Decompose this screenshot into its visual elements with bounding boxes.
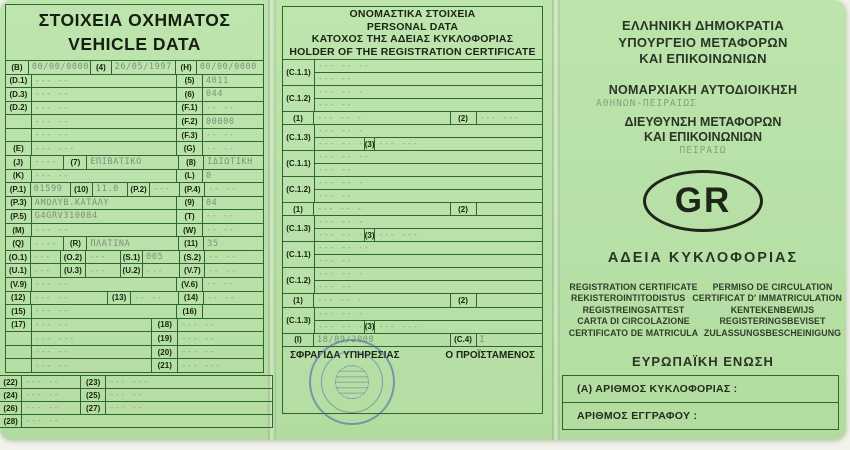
field-value: -- -- xyxy=(204,264,263,277)
government-line: ΕΛΛΗΝΙΚΗ ΔΗΜΟΚΡΑΤΙΑ xyxy=(621,18,785,33)
field-label: (12) xyxy=(11,293,26,303)
table-row xyxy=(6,141,263,155)
table-row xyxy=(6,236,263,250)
field-label: (P.2) xyxy=(127,183,149,196)
field-label: (20) xyxy=(151,346,177,359)
field-value: --- -- xyxy=(317,256,353,267)
field-label: (I) xyxy=(294,335,302,345)
field-group xyxy=(314,308,542,333)
field-value: ---- xyxy=(30,156,63,169)
document-title: ΑΔΕΙΑ ΚΥΚΛΟΦΟΡΙΑΣ xyxy=(607,249,799,266)
field-value: --- -- xyxy=(21,376,80,388)
field-value: --- xyxy=(142,264,179,277)
field-value: -- -- xyxy=(202,210,263,223)
field-label: (D.3) xyxy=(9,89,28,99)
field-value: --- -- xyxy=(317,191,353,201)
translation-item: REKISTEROINTITODISTUS xyxy=(571,293,686,303)
field-value: --- -- - xyxy=(317,269,364,280)
field-label xyxy=(6,332,31,345)
field-label: (9) xyxy=(176,197,202,210)
field-value: --- --- xyxy=(476,112,543,124)
fold-crease xyxy=(552,0,560,440)
field-label: (K) xyxy=(12,171,24,181)
field-value: -- -- xyxy=(202,224,263,237)
field-value: -- -- xyxy=(202,278,263,291)
table-row xyxy=(0,401,272,414)
table-row xyxy=(283,307,542,333)
field-value: --- -- xyxy=(317,165,353,176)
translation-item: CERTIFICATO DE MATRICULA xyxy=(568,327,699,338)
field-value: -- -- xyxy=(203,292,263,305)
field-label: (L) xyxy=(176,170,202,183)
field-label: (2) xyxy=(450,112,476,124)
field-value: ΠΛΑΤΙΝΑ xyxy=(86,237,177,250)
table-subrow xyxy=(315,228,542,241)
table-subrow xyxy=(315,216,542,228)
field-value: --- -- -- xyxy=(317,243,370,254)
field-label: (F.2) xyxy=(176,115,202,128)
authority-panel xyxy=(560,0,846,440)
table-subrow xyxy=(315,163,542,176)
stamp-core xyxy=(335,365,369,399)
service-stamp-icon xyxy=(309,339,395,425)
table-row xyxy=(283,215,542,241)
personal-data-title-line: ΟΝΟΜΑΣΤΙΚΑ ΣΤΟΙΧΕΙΑ xyxy=(349,8,476,20)
field-value: --- --- xyxy=(31,332,152,345)
translation-item: CARTA DI CIRCOLAZIONE xyxy=(577,316,690,326)
fold-crease xyxy=(268,0,276,440)
field-value: --- -- xyxy=(31,278,176,291)
field-value: 4011 xyxy=(202,75,263,88)
field-label: (D.2) xyxy=(9,103,28,113)
field-value: 04 xyxy=(202,197,263,210)
field-value: --- --- xyxy=(105,376,272,388)
field-value: --- -- xyxy=(317,99,353,110)
government-line: ΚΑΙ ΕΠΙΚΟΙΝΩΝΙΩΝ xyxy=(639,51,767,66)
field-label: (3) xyxy=(364,139,375,149)
table-subrow xyxy=(315,151,542,163)
table-subrow xyxy=(315,320,542,333)
vehicle-data-title xyxy=(6,5,263,60)
field-label: (19) xyxy=(151,332,177,345)
field-label: (3) xyxy=(364,322,375,332)
table-row xyxy=(6,87,263,101)
field-value: --- -- xyxy=(317,282,353,293)
table-subrow xyxy=(315,268,542,280)
field-value: --- xyxy=(30,264,60,277)
field-label xyxy=(6,359,31,372)
table-row xyxy=(6,182,263,196)
field-value: --- -- xyxy=(21,402,80,414)
supervisor-label: Ο ΠΡΟΪΣΤΑΜΕΝΟΣ xyxy=(445,349,535,361)
personal-data-title-line: PERSONAL DATA xyxy=(366,20,459,33)
field-value: G4GRV310084 xyxy=(31,210,176,223)
stamp-inner-ring xyxy=(321,351,383,413)
field-value: --- -- xyxy=(31,102,176,115)
field-group xyxy=(314,60,542,85)
field-label: (G) xyxy=(176,142,202,155)
table-subrow xyxy=(315,242,542,254)
registration-number-row: (Α) ΑΡΙΘΜΟΣ ΚΥΚΛΟΦΟΡΙΑΣ : xyxy=(577,383,738,395)
field-value: --- --- xyxy=(177,359,263,372)
table-row xyxy=(283,293,542,306)
field-value: --- -- xyxy=(31,359,152,372)
field-label: (2) xyxy=(450,294,476,306)
field-value: -- -- xyxy=(204,183,263,196)
field-label: (V.6) xyxy=(176,278,202,291)
field-value: --- -- - xyxy=(313,112,450,124)
table-subrow xyxy=(315,254,542,267)
field-label: (10) xyxy=(70,183,92,196)
field-value: -- -- xyxy=(202,142,263,155)
field-value: --- -- - xyxy=(317,217,364,228)
field-label: (15) xyxy=(11,306,26,316)
field-label: (3) xyxy=(364,230,375,240)
numbers-box xyxy=(562,375,839,430)
field-label: (C.1.2) xyxy=(286,276,311,286)
field-value: 01599 xyxy=(30,183,70,196)
field-value: --- -- xyxy=(21,415,272,427)
field-value: --- xyxy=(149,183,179,196)
field-value: --- -- - xyxy=(317,139,364,150)
vehicle-data-title-el: ΣΤΟΙΧΕΙΑ ΟΧΗΜΑΤΟΣ xyxy=(38,9,231,30)
field-label: (6) xyxy=(176,88,202,101)
field-value: --- -- xyxy=(31,129,176,142)
field-label: (V.9) xyxy=(10,279,27,289)
field-value: -- -- xyxy=(204,251,263,264)
field-label: (T) xyxy=(176,210,202,223)
field-label: (R) xyxy=(63,237,86,250)
table-row xyxy=(6,209,263,223)
field-label: (C.1.1) xyxy=(286,159,311,169)
table-row xyxy=(283,202,542,215)
field-value: --- -- xyxy=(31,346,152,359)
table-row xyxy=(6,61,263,74)
table-row xyxy=(6,263,263,277)
field-value: --- -- xyxy=(31,224,176,237)
field-label: (18) xyxy=(151,319,177,332)
field-value: --- -- xyxy=(30,292,107,305)
field-label: (13) xyxy=(107,292,130,305)
personal-data-title-line: ΚΑΤΟΧΟΣ ΤΗΣ ΑΔΕΙΑΣ ΚΥΚΛΟΦΟΡΙΑΣ xyxy=(311,33,514,45)
prefecture-label: ΝΟΜΑΡΧΙΑΚΗ ΑΥΤΟΔΙΟΙΚΗΣΗ xyxy=(608,82,798,97)
table-subrow xyxy=(315,72,542,85)
field-value: --- -- - xyxy=(317,86,364,97)
eu-title: ΕΥΡΩΠΑΪΚΗ ΕΝΩΣΗ xyxy=(632,353,774,369)
field-group xyxy=(314,125,542,150)
field-label: (V.7) xyxy=(179,264,204,277)
table-row xyxy=(6,331,263,345)
prefecture-value: ΑΘΗΝΩΝ-ΠΕΙΡΑΙΩΣ xyxy=(596,97,697,109)
field-value: --- -- xyxy=(177,346,263,359)
table-row xyxy=(283,150,542,176)
field-value: --- -- - xyxy=(313,294,450,306)
field-label: (S.1) xyxy=(120,251,142,264)
government-heading xyxy=(560,18,846,68)
table-row xyxy=(6,345,263,359)
field-value: 044 xyxy=(202,88,263,101)
field-value: 26/05/1997 xyxy=(111,61,176,74)
field-group xyxy=(314,177,542,202)
table-row xyxy=(0,388,272,401)
field-label: (2) xyxy=(450,203,476,215)
field-value: 00/00/0000 xyxy=(196,61,263,74)
personal-data-title-line: HOLDER OF THE REGISTRATION CERTIFICATE xyxy=(289,45,536,58)
field-label: (8) xyxy=(178,156,203,169)
field-label: (U.3) xyxy=(60,264,85,277)
table-row xyxy=(6,196,263,210)
directorate-value: ΠΕΙΡΑΙΩ xyxy=(679,144,727,156)
field-value: --- -- xyxy=(21,389,80,401)
table-subrow xyxy=(315,137,542,150)
field-value: --- -- xyxy=(31,305,176,318)
field-label: (C.1.1) xyxy=(286,67,311,77)
field-value: ΙΔΙΩΤΙΚΗ xyxy=(203,156,263,169)
field-value: --- -- -- xyxy=(317,60,370,71)
field-label: (11) xyxy=(178,237,203,250)
field-value: --- -- xyxy=(31,170,176,183)
field-value: --- -- xyxy=(177,319,263,332)
field-value: --- --- xyxy=(31,142,176,155)
table-row xyxy=(283,124,542,150)
table-row xyxy=(6,114,263,128)
field-label: (D.1) xyxy=(9,76,28,86)
field-value: 11.0 xyxy=(92,183,127,196)
country-code: GR xyxy=(674,180,732,220)
field-label: (P.4) xyxy=(179,183,204,196)
personal-data-rows xyxy=(283,59,542,346)
field-label: (C.1.3) xyxy=(286,224,311,234)
table-row xyxy=(6,74,263,88)
field-value: --- -- xyxy=(105,402,272,414)
field-label: (O.1) xyxy=(8,252,28,262)
table-subrow xyxy=(315,280,542,293)
field-label: (Q) xyxy=(12,239,24,249)
field-value xyxy=(476,203,543,215)
translation-item: PERMISO DE CIRCULATION xyxy=(712,281,833,292)
personal-data-table xyxy=(282,6,543,414)
field-value: --- -- - xyxy=(313,203,450,215)
table-subrow xyxy=(315,177,542,189)
field-label: (C.1.3) xyxy=(286,315,311,325)
field-value: I xyxy=(476,334,543,346)
field-value xyxy=(476,294,543,306)
field-label: (21) xyxy=(151,359,177,372)
field-value: -- -- xyxy=(202,129,263,142)
field-label: (27) xyxy=(80,402,105,414)
field-label: (C.4) xyxy=(450,334,476,346)
field-value: --- xyxy=(85,251,120,264)
field-value: 18/09/2008 xyxy=(313,334,450,346)
stamp-area xyxy=(283,363,542,413)
field-value: --- -- - xyxy=(317,321,364,332)
field-value: --- -- - xyxy=(317,178,364,189)
vehicle-data-rows xyxy=(6,60,263,372)
field-group xyxy=(314,216,542,241)
field-label: (J) xyxy=(13,157,24,167)
table-row xyxy=(6,223,263,237)
field-label: (F.1) xyxy=(176,102,202,115)
field-label: (25) xyxy=(80,389,105,401)
table-row xyxy=(283,60,542,85)
translation-row xyxy=(564,305,842,315)
field-label: (1) xyxy=(293,204,303,214)
directorate-line: ΔΙΕΥΘΥΝΣΗ ΜΕΤΑΦΟΡΩΝ xyxy=(624,114,782,129)
field-value: --- -- -- xyxy=(317,152,370,163)
field-value: --- -- xyxy=(31,319,152,332)
field-label: (7) xyxy=(63,156,86,169)
field-label: (W) xyxy=(176,224,202,237)
field-label: (B) xyxy=(11,62,23,72)
field-group xyxy=(314,242,542,267)
vehicle-data-title-en: VEHICLE DATA xyxy=(68,33,201,54)
field-label: (26) xyxy=(3,403,18,413)
field-group xyxy=(314,86,542,111)
service-stamp-label: ΣΦΡΑΓΙΔΑ ΥΠΗΡΕΣΙΑΣ xyxy=(290,349,400,361)
field-value: --- -- xyxy=(105,389,272,401)
government-line: ΥΠΟΥΡΓΕΙΟ ΜΕΤΑΦΟΡΩΝ xyxy=(618,34,788,50)
country-code-oval xyxy=(643,170,763,232)
field-value: --- -- xyxy=(31,88,176,101)
field-group xyxy=(314,268,542,293)
field-label: (U.2) xyxy=(120,264,142,277)
field-label: (F.3) xyxy=(176,129,202,142)
field-value: --- xyxy=(85,264,120,277)
translation-item: REGISTERINGSBEVISET xyxy=(719,316,826,326)
table-row xyxy=(283,333,542,346)
field-label: (5) xyxy=(176,75,202,88)
personal-data-panel xyxy=(276,0,552,440)
field-value: --- -- xyxy=(31,115,176,128)
table-row xyxy=(6,291,263,305)
field-label: (C.1.3) xyxy=(286,133,311,143)
field-label: (O.2) xyxy=(60,251,85,264)
field-value: ΑΜΟΛΥΒ.ΚΑΤΑΛΥ xyxy=(31,197,176,210)
table-row xyxy=(6,318,263,332)
table-row xyxy=(6,304,263,318)
table-row xyxy=(6,250,263,264)
translation-item: REGISTRATION CERTIFICATE xyxy=(569,281,698,292)
field-value: 00000 xyxy=(202,115,263,128)
field-label: (23) xyxy=(80,376,105,388)
table-row xyxy=(283,111,542,124)
directorate-heading xyxy=(560,115,846,145)
field-value: --- -- xyxy=(31,75,176,88)
translation-item: ZULASSUNGSBESCHEINIGUNG xyxy=(703,327,842,338)
personal-data-title xyxy=(283,7,542,59)
directorate-line: ΚΑΙ ΕΠΙΚΟΙΝΩΝΙΩΝ xyxy=(643,129,763,144)
translations-block xyxy=(560,282,846,338)
field-label: (P.3) xyxy=(10,198,27,208)
field-value: ΕΠΙΒΑΤΙΚΟ xyxy=(86,156,177,169)
vehicle-data-panel xyxy=(0,0,268,440)
field-value: --- --- xyxy=(374,321,418,333)
table-row xyxy=(283,241,542,267)
field-label: (17) xyxy=(11,320,26,330)
table-subrow xyxy=(315,125,542,137)
field-value: --- --- xyxy=(374,138,418,150)
table-row xyxy=(0,376,272,388)
field-label: (C.1.2) xyxy=(286,93,311,103)
field-value: 0 xyxy=(202,170,263,183)
field-value: --- -- xyxy=(177,332,263,345)
table-row xyxy=(283,176,542,202)
field-label xyxy=(6,346,31,359)
field-label: (P.1) xyxy=(9,184,27,194)
table-row xyxy=(283,267,542,293)
table-row xyxy=(6,128,263,142)
table-subrow xyxy=(315,189,542,202)
table-row xyxy=(6,358,263,372)
field-label: (C.1.2) xyxy=(286,185,311,195)
table-subrow xyxy=(315,98,542,111)
field-label: (S.2) xyxy=(179,251,204,264)
table-row xyxy=(6,277,263,291)
field-value: 005 xyxy=(142,251,179,264)
translation-item: KENTEKENBEWIJS xyxy=(730,304,815,315)
table-row xyxy=(0,414,272,427)
field-value: --- -- - xyxy=(317,230,364,241)
field-label: (4) xyxy=(90,61,110,74)
field-value: --- -- - xyxy=(317,308,364,319)
field-label: (14) xyxy=(178,292,203,305)
field-value: --- --- xyxy=(374,229,418,241)
translation-row xyxy=(564,293,842,303)
field-label: (1) xyxy=(293,295,303,305)
table-row xyxy=(6,169,263,183)
translation-item: REGISTREINGSATTEST xyxy=(582,304,685,315)
translation-item: CERTIFICAT D' IMMATRICULATION xyxy=(692,293,842,303)
field-value: 00/00/0000 xyxy=(28,61,90,74)
table-row xyxy=(6,155,263,169)
table-subrow xyxy=(315,308,542,320)
table-subrow xyxy=(315,86,542,98)
table-row xyxy=(283,85,542,111)
translation-row xyxy=(564,282,842,292)
field-group xyxy=(314,151,542,176)
field-label: (C.1.1) xyxy=(286,250,311,260)
vehicle-data-table xyxy=(5,4,264,373)
field-label xyxy=(6,115,31,128)
field-label: (P.5) xyxy=(10,211,27,221)
field-value: --- -- - xyxy=(317,126,364,137)
field-label: (24) xyxy=(3,390,18,400)
field-value: -- -- xyxy=(130,292,178,305)
vehicle-data-extra-rows xyxy=(0,375,273,428)
field-value: --- -- xyxy=(317,73,353,84)
table-subrow xyxy=(315,60,542,72)
field-label: (E) xyxy=(13,144,24,154)
document-number-row: ΑΡΙΘΜΟΣ ΕΓΓΡΑΦΟΥ : xyxy=(563,402,838,429)
field-label: (H) xyxy=(175,61,195,74)
field-value: -- -- xyxy=(202,102,263,115)
field-value: 35 xyxy=(203,237,263,250)
field-label: (22) xyxy=(3,377,18,387)
field-value: --- xyxy=(30,251,60,264)
translation-row xyxy=(564,328,842,338)
field-label: (M) xyxy=(12,225,25,235)
field-value: ---- xyxy=(30,237,63,250)
field-label: (1) xyxy=(293,113,303,123)
field-label xyxy=(6,129,31,142)
field-label: (U.1) xyxy=(9,266,27,276)
field-label: (16) xyxy=(176,305,202,318)
field-value xyxy=(202,305,263,318)
field-label: (28) xyxy=(3,416,18,426)
translation-row xyxy=(564,316,842,326)
table-row xyxy=(6,101,263,115)
